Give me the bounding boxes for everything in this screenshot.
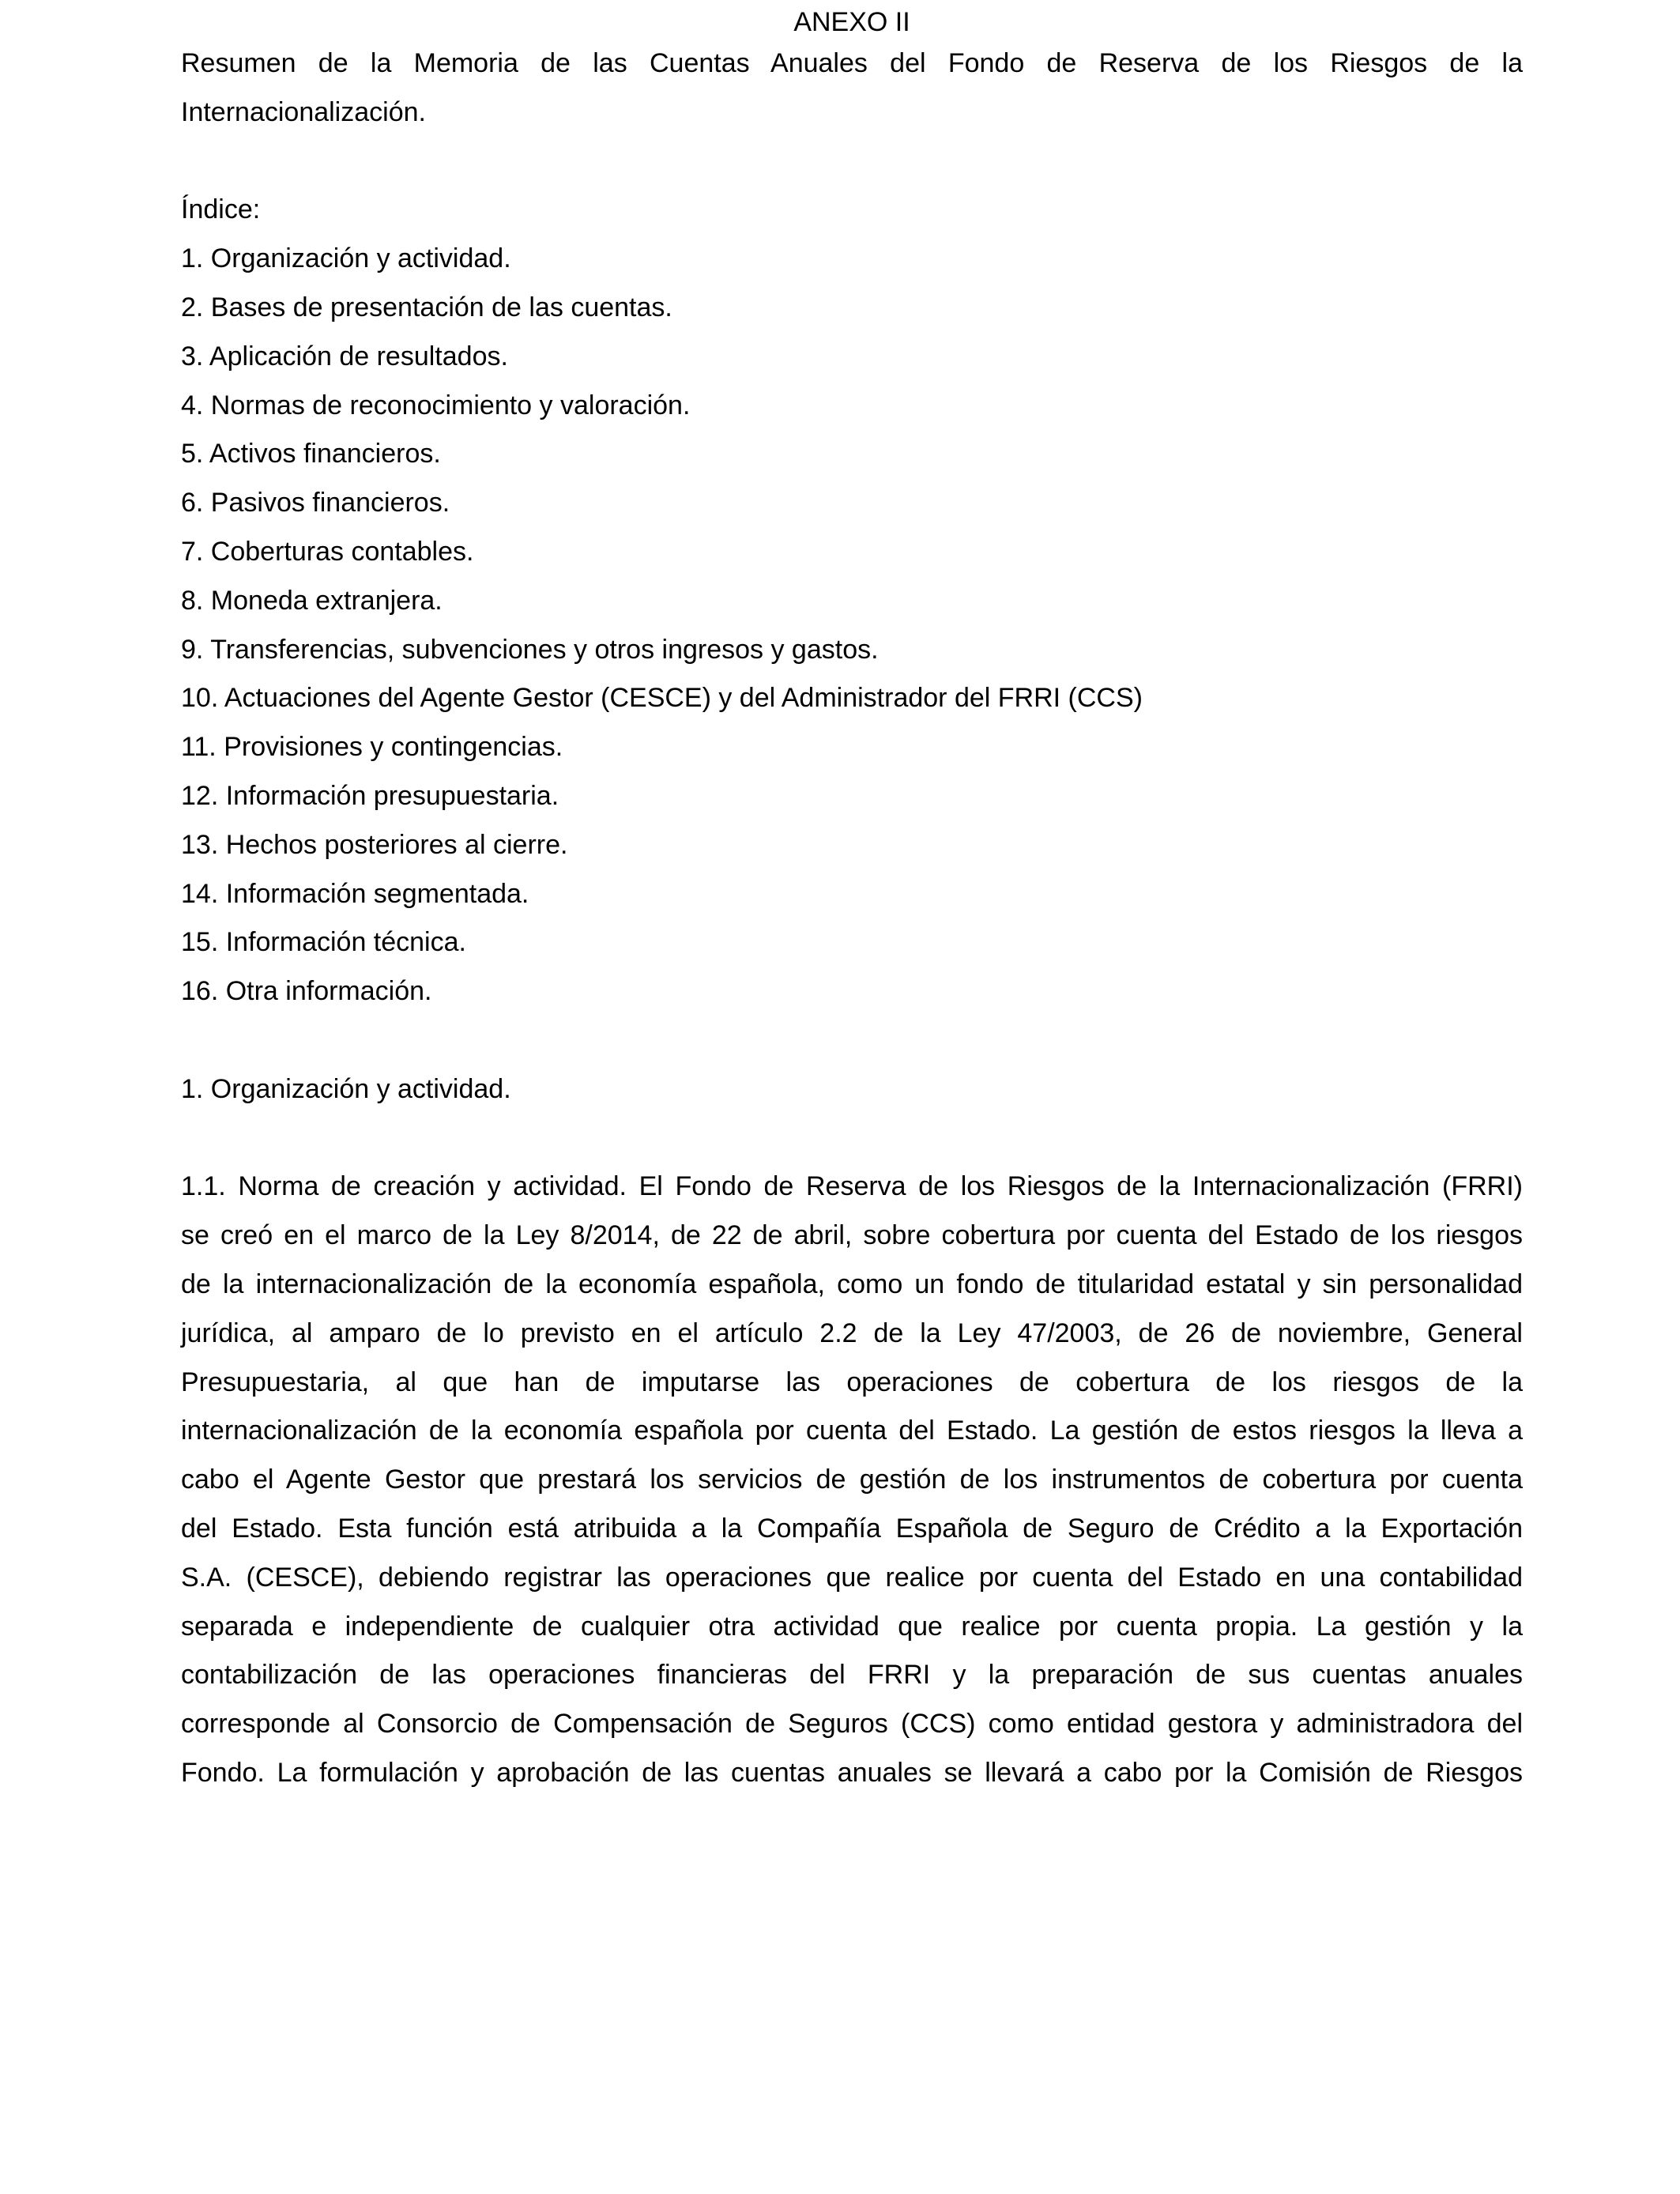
subtitle-line: Resumen de la Memoria de las Cuentas Anuales del Fondo de Reserva de los Riesgos de la [181, 48, 1523, 78]
paragraph-line: separada e independiente de cualquier otra actividad que realice por cuenta propia. La gestión y la [181, 1611, 1523, 1642]
index-item: 10. Actuaciones del Agente Gestor (CESCE) y del Administrador del FRRI (CCS) [181, 683, 1143, 714]
subtitle-line: Internacionalización. [181, 96, 426, 127]
spacer [181, 138, 1523, 187]
index-item: 6. Pasivos financieros. [181, 488, 450, 518]
paragraph-line: jurídica, al amparo de lo previsto en el artículo 2.2 de la Ley 47/2003, de 26 de noviembre, General [181, 1318, 1523, 1348]
index-item: 5. Activos financieros. [181, 439, 441, 469]
index-item: 16. Otra información. [181, 976, 432, 1007]
index-item: 4. Normas de reconocimiento y valoración. [181, 390, 691, 420]
document-page [181, 0, 1523, 1798]
index-item: 9. Transferencias, subvenciones y otros ingresos y gastos. [181, 634, 879, 665]
paragraph-line: se creó en el marco de la Ley 8/2014, de 22 de abril, sobre cobertura por cuenta del Estado de los riesgos [181, 1220, 1523, 1251]
section-heading: 1. Organización y actividad. [181, 1073, 511, 1104]
index-item: 2. Bases de presentación de las cuentas. [181, 292, 672, 322]
document-title: ANEXO II [793, 7, 910, 37]
index-label: Índice: [181, 194, 261, 225]
paragraph-line: cabo el Agente Gestor que prestará los servicios de gestión de los instrumentos de cobertura por cuenta [181, 1465, 1523, 1495]
paragraph-line: 1.1. Norma de creación y actividad. El Fondo de Reserva de los Riesgos de la Internacionalización (FRRI) [181, 1171, 1523, 1202]
paragraph-line: del Estado. Esta función está atribuida a la Compañía Española de Seguro de Crédito a la Exportación [181, 1513, 1523, 1544]
index-item: 8. Moneda extranjera. [181, 585, 443, 616]
index-item: 7. Coberturas contables. [181, 536, 474, 567]
paragraph-line: S.A. (CESCE), debiendo registrar las operaciones que realice por cuenta del Estado en una contabilidad [181, 1562, 1523, 1593]
paragraph-line: de la internacionalización de la economía española, como un fondo de titularidad estatal y sin personalidad [181, 1269, 1523, 1299]
index-item: 12. Información presupuestaria. [181, 780, 559, 811]
paragraph-line: Fondo. La formulación y aprobación de las cuentas anuales se llevará a cabo por la Comisión de Riesgos [181, 1757, 1523, 1788]
index-item: 11. Provisiones y contingencias. [181, 732, 563, 763]
document-subtitle [181, 40, 1523, 138]
index-item: 13. Hechos posteriores al cierre. [181, 829, 568, 860]
paragraph-line: Presupuestaria, al que han de imputarse las operaciones de cobertura de los riesgos de la [181, 1367, 1523, 1397]
body-paragraph [181, 1163, 1523, 1797]
index-item: 14. Información segmentada. [181, 878, 529, 909]
spacer [181, 1114, 1523, 1163]
index-item: 1. Organización y actividad. [181, 243, 511, 274]
spacer [181, 1016, 1523, 1065]
paragraph-line: contabilización de las operaciones financieras del FRRI y la preparación de sus cuentas anuales [181, 1660, 1523, 1691]
index-list [181, 235, 1523, 1016]
index-item: 3. Aplicación de resultados. [181, 341, 508, 371]
paragraph-line: internacionalización de la economía española por cuenta del Estado. La gestión de estos riesgos la lleva a [181, 1416, 1523, 1446]
paragraph-line: corresponde al Consorcio de Compensación de Seguros (CCS) como entidad gestora y administradora del [181, 1709, 1523, 1740]
index-item: 15. Información técnica. [181, 927, 466, 958]
